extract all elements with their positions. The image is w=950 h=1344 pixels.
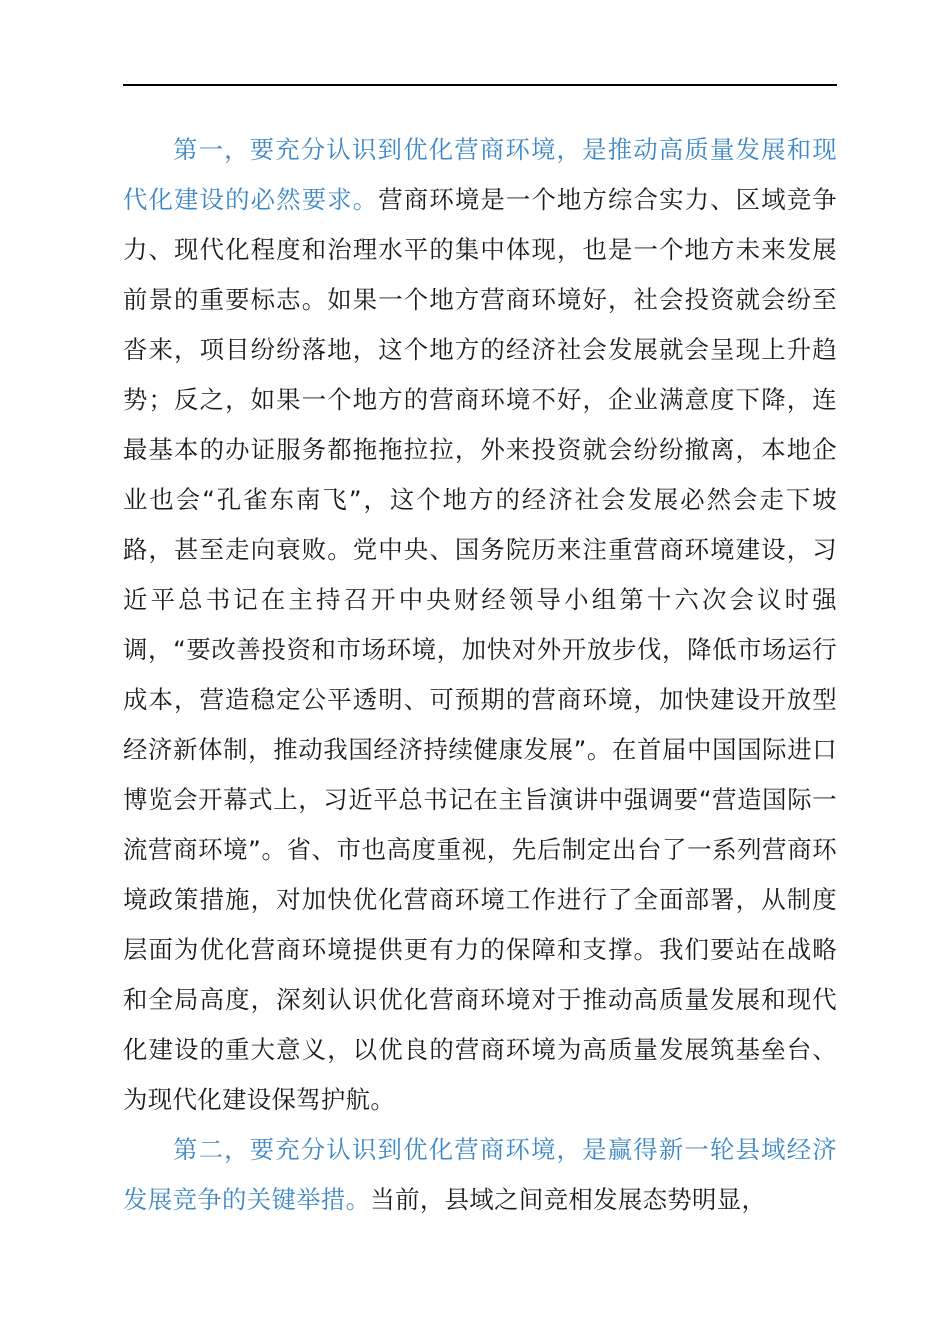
document-body	[123, 125, 837, 1225]
header-rule	[123, 84, 837, 86]
paragraph-2-lead: 第二，要充分认识到优化营商环境，是赢得新一轮县域经济发展竞争的关键举措。	[123, 1135, 837, 1214]
paragraph-1-body: 营商环境是一个地方综合实力、区域竞争力、现代化程度和治理水平的集中体现，也是一个地方未来发展前景的重要标志。如果一个地方营商环境好，社会投资就会纷至沓来，项目纷纷落地，这个地方的经济社会发展就会呈现上升趋势；反之，如果一个地方的营商环境不好，企业满意度下降，连最基本的办证服务都拖拖拉拉，外来投资就会纷纷撤离，本地企业也会“孔雀东南飞”，这个地方的经济社会发展必然会走下坡路，甚至走向衰败。党中央、国务院历来注重营商环境建设，习近平总书记在主持召开中央财经领导小组第十六次会议时强调，“要改善投资和市场环境，加快对外开放步伐，降低市场运行成本，营造稳定公平透明、可预期的营商环境，加快建设开放型经济新体制，推动我国经济持续健康发展”。在首届中国国际进口博览会开幕式上，习近平总书记在主旨演讲中强调要“营造国际一流营商环境”。省、市也高度重视，先后制定出台了一系列营商环境政策措施，对加快优化营商环境工作进行了全面部署，从制度层面为优化营商环境提供更有力的保障和支撑。我们要站在战略和全局高度，深刻认识优化营商环境对于推动高质量发展和现代化建设的重大意义，以优良的营商环境为高质量发展筑基垒台、为现代化建设保驾护航。	[123, 185, 837, 1114]
paragraph-1	[123, 125, 837, 1125]
paragraph-2	[123, 1125, 837, 1225]
paragraph-1-lead: 第一，要充分认识到优化营商环境，是推动高质量发展和现代化建设的必然要求。	[123, 135, 837, 214]
paragraph-2-body: 当前，县域之间竞相发展态势明显，	[370, 1185, 767, 1214]
